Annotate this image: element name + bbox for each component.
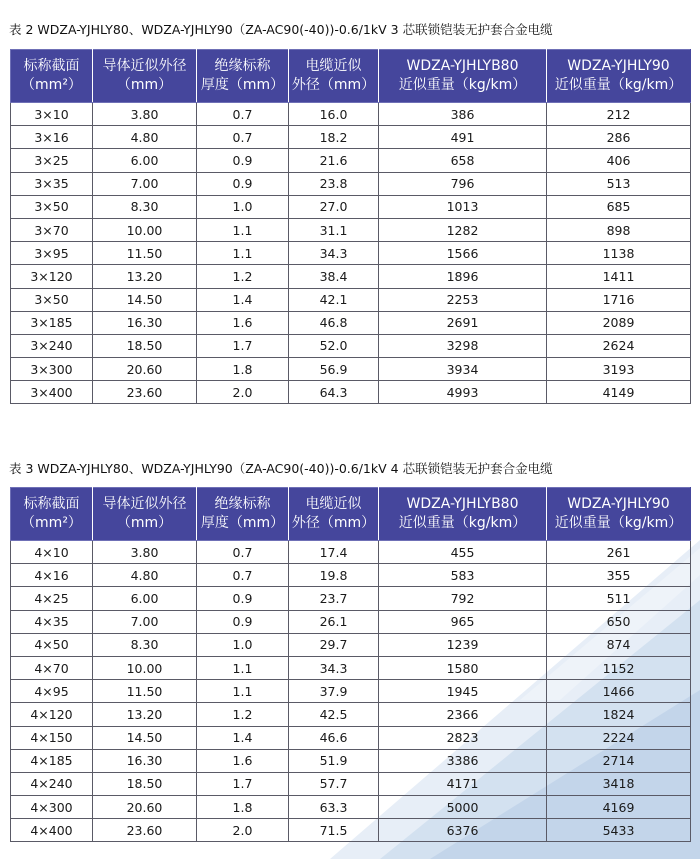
cell-weight-yjhly90: 3418 bbox=[547, 772, 691, 795]
table-row bbox=[11, 288, 691, 311]
cell-weight-yjhlyb80: 3386 bbox=[379, 749, 547, 772]
cell-insulation-thickness: 1.2 bbox=[197, 265, 289, 288]
cell-cable-diameter: 42.1 bbox=[289, 288, 379, 311]
cell-weight-yjhly90: 261 bbox=[547, 541, 691, 564]
cell-conductor-diameter: 10.00 bbox=[93, 218, 197, 241]
header-conductor-diameter: 导体近似外径 （mm） bbox=[93, 488, 197, 541]
cell-weight-yjhlyb80: 4171 bbox=[379, 772, 547, 795]
table-row bbox=[11, 796, 691, 819]
cell-weight-yjhly90: 1716 bbox=[547, 288, 691, 311]
cell-cross-section: 3×400 bbox=[11, 381, 93, 404]
cell-insulation-thickness: 1.1 bbox=[197, 680, 289, 703]
table-row bbox=[11, 172, 691, 195]
cell-insulation-thickness: 1.0 bbox=[197, 633, 289, 656]
table-row bbox=[11, 195, 691, 218]
cell-conductor-diameter: 10.00 bbox=[93, 656, 197, 679]
cell-insulation-thickness: 1.1 bbox=[197, 218, 289, 241]
cell-insulation-thickness: 0.7 bbox=[197, 126, 289, 149]
table-3-header bbox=[11, 488, 691, 541]
cell-weight-yjhly90: 3193 bbox=[547, 358, 691, 381]
cell-insulation-thickness: 1.6 bbox=[197, 311, 289, 334]
table-row bbox=[11, 541, 691, 564]
cell-cable-diameter: 26.1 bbox=[289, 610, 379, 633]
cell-cable-diameter: 23.8 bbox=[289, 172, 379, 195]
cell-weight-yjhly90: 898 bbox=[547, 218, 691, 241]
header-cross-section: 标称截面 （mm²） bbox=[11, 50, 93, 103]
cell-insulation-thickness: 0.9 bbox=[197, 149, 289, 172]
cell-weight-yjhly90: 2089 bbox=[547, 311, 691, 334]
cell-insulation-thickness: 2.0 bbox=[197, 819, 289, 842]
cell-weight-yjhlyb80: 2366 bbox=[379, 703, 547, 726]
table-row bbox=[11, 381, 691, 404]
cell-insulation-thickness: 1.4 bbox=[197, 288, 289, 311]
table-row bbox=[11, 358, 691, 381]
table-row bbox=[11, 680, 691, 703]
cell-weight-yjhly90: 1138 bbox=[547, 242, 691, 265]
header-insulation-thickness: 绝缘标称 厚度（mm） bbox=[197, 488, 289, 541]
cell-cable-diameter: 71.5 bbox=[289, 819, 379, 842]
cell-cable-diameter: 18.2 bbox=[289, 126, 379, 149]
cell-cross-section: 4×25 bbox=[11, 587, 93, 610]
cell-cross-section: 3×120 bbox=[11, 265, 93, 288]
cell-weight-yjhlyb80: 4993 bbox=[379, 381, 547, 404]
table-row bbox=[11, 819, 691, 842]
cell-weight-yjhlyb80: 455 bbox=[379, 541, 547, 564]
cell-weight-yjhlyb80: 1896 bbox=[379, 265, 547, 288]
cell-weight-yjhly90: 2714 bbox=[547, 749, 691, 772]
cell-conductor-diameter: 4.80 bbox=[93, 126, 197, 149]
cell-weight-yjhlyb80: 792 bbox=[379, 587, 547, 610]
cell-weight-yjhly90: 874 bbox=[547, 633, 691, 656]
cell-insulation-thickness: 1.7 bbox=[197, 772, 289, 795]
cell-weight-yjhlyb80: 1566 bbox=[379, 242, 547, 265]
table-row bbox=[11, 334, 691, 357]
table-2 bbox=[10, 49, 691, 404]
cell-conductor-diameter: 18.50 bbox=[93, 334, 197, 357]
cell-cross-section: 4×10 bbox=[11, 541, 93, 564]
cell-cable-diameter: 27.0 bbox=[289, 195, 379, 218]
cell-cross-section: 4×300 bbox=[11, 796, 93, 819]
header-conductor-diameter: 导体近似外径 （mm） bbox=[93, 50, 197, 103]
header-cable-diameter: 电缆近似 外径（mm） bbox=[289, 488, 379, 541]
cell-weight-yjhlyb80: 386 bbox=[379, 103, 547, 126]
cell-weight-yjhlyb80: 6376 bbox=[379, 819, 547, 842]
cell-weight-yjhlyb80: 2691 bbox=[379, 311, 547, 334]
cell-cable-diameter: 31.1 bbox=[289, 218, 379, 241]
cell-conductor-diameter: 8.30 bbox=[93, 195, 197, 218]
cell-cross-section: 4×185 bbox=[11, 749, 93, 772]
cell-weight-yjhlyb80: 2253 bbox=[379, 288, 547, 311]
cell-conductor-diameter: 11.50 bbox=[93, 242, 197, 265]
cell-cable-diameter: 16.0 bbox=[289, 103, 379, 126]
cell-insulation-thickness: 1.8 bbox=[197, 796, 289, 819]
cell-insulation-thickness: 0.7 bbox=[197, 103, 289, 126]
cell-cross-section: 4×16 bbox=[11, 564, 93, 587]
cell-weight-yjhly90: 513 bbox=[547, 172, 691, 195]
cell-weight-yjhlyb80: 3934 bbox=[379, 358, 547, 381]
cell-weight-yjhlyb80: 5000 bbox=[379, 796, 547, 819]
cell-cross-section: 4×240 bbox=[11, 772, 93, 795]
cell-cable-diameter: 23.7 bbox=[289, 587, 379, 610]
cell-cross-section: 3×16 bbox=[11, 126, 93, 149]
cell-weight-yjhlyb80: 1282 bbox=[379, 218, 547, 241]
cell-weight-yjhly90: 1466 bbox=[547, 680, 691, 703]
table-row bbox=[11, 564, 691, 587]
cell-conductor-diameter: 18.50 bbox=[93, 772, 197, 795]
cell-weight-yjhly90: 1824 bbox=[547, 703, 691, 726]
cell-weight-yjhly90: 355 bbox=[547, 564, 691, 587]
header-weight-yjhly90: WDZA-YJHLY90 近似重量（kg/km） bbox=[547, 50, 691, 103]
cell-insulation-thickness: 0.9 bbox=[197, 587, 289, 610]
header-weight-yjhlyb80: WDZA-YJHLYB80 近似重量（kg/km） bbox=[379, 488, 547, 541]
cell-insulation-thickness: 1.1 bbox=[197, 656, 289, 679]
cell-cable-diameter: 37.9 bbox=[289, 680, 379, 703]
cell-weight-yjhly90: 2224 bbox=[547, 726, 691, 749]
cell-cross-section: 4×400 bbox=[11, 819, 93, 842]
cell-weight-yjhlyb80: 1580 bbox=[379, 656, 547, 679]
cell-conductor-diameter: 16.30 bbox=[93, 749, 197, 772]
table-2-body bbox=[11, 103, 691, 404]
cell-cross-section: 3×240 bbox=[11, 334, 93, 357]
table-row bbox=[11, 749, 691, 772]
cell-insulation-thickness: 1.1 bbox=[197, 242, 289, 265]
header-weight-yjhlyb80: WDZA-YJHLYB80 近似重量（kg/km） bbox=[379, 50, 547, 103]
cell-conductor-diameter: 6.00 bbox=[93, 149, 197, 172]
cell-cable-diameter: 19.8 bbox=[289, 564, 379, 587]
table-row bbox=[11, 311, 691, 334]
cell-cable-diameter: 17.4 bbox=[289, 541, 379, 564]
cell-cross-section: 4×95 bbox=[11, 680, 93, 703]
cell-cable-diameter: 64.3 bbox=[289, 381, 379, 404]
cell-cable-diameter: 21.6 bbox=[289, 149, 379, 172]
table-row bbox=[11, 126, 691, 149]
cell-conductor-diameter: 11.50 bbox=[93, 680, 197, 703]
cell-cross-section: 4×35 bbox=[11, 610, 93, 633]
cell-weight-yjhly90: 4169 bbox=[547, 796, 691, 819]
table-row bbox=[11, 242, 691, 265]
header-weight-yjhly90: WDZA-YJHLY90 近似重量（kg/km） bbox=[547, 488, 691, 541]
cell-insulation-thickness: 0.9 bbox=[197, 610, 289, 633]
table-row bbox=[11, 703, 691, 726]
cell-insulation-thickness: 1.0 bbox=[197, 195, 289, 218]
cell-cross-section: 3×50 bbox=[11, 195, 93, 218]
cell-insulation-thickness: 1.7 bbox=[197, 334, 289, 357]
table-row bbox=[11, 149, 691, 172]
table-row bbox=[11, 587, 691, 610]
cell-conductor-diameter: 23.60 bbox=[93, 819, 197, 842]
cell-weight-yjhlyb80: 491 bbox=[379, 126, 547, 149]
cell-cable-diameter: 57.7 bbox=[289, 772, 379, 795]
cell-cable-diameter: 63.3 bbox=[289, 796, 379, 819]
cell-insulation-thickness: 1.6 bbox=[197, 749, 289, 772]
cell-weight-yjhlyb80: 1945 bbox=[379, 680, 547, 703]
cell-weight-yjhly90: 4149 bbox=[547, 381, 691, 404]
cell-conductor-diameter: 3.80 bbox=[93, 541, 197, 564]
cell-conductor-diameter: 7.00 bbox=[93, 610, 197, 633]
table-row bbox=[11, 726, 691, 749]
cell-conductor-diameter: 6.00 bbox=[93, 587, 197, 610]
cell-cross-section: 4×120 bbox=[11, 703, 93, 726]
cell-insulation-thickness: 1.4 bbox=[197, 726, 289, 749]
cell-cable-diameter: 34.3 bbox=[289, 242, 379, 265]
table-2-header bbox=[11, 50, 691, 103]
header-row bbox=[11, 50, 691, 103]
cell-weight-yjhly90: 2624 bbox=[547, 334, 691, 357]
cell-insulation-thickness: 0.7 bbox=[197, 541, 289, 564]
cell-weight-yjhlyb80: 658 bbox=[379, 149, 547, 172]
cell-weight-yjhly90: 685 bbox=[547, 195, 691, 218]
cell-weight-yjhlyb80: 1239 bbox=[379, 633, 547, 656]
cell-weight-yjhly90: 1411 bbox=[547, 265, 691, 288]
cell-conductor-diameter: 14.50 bbox=[93, 726, 197, 749]
cell-cross-section: 3×50 bbox=[11, 288, 93, 311]
cell-cross-section: 3×25 bbox=[11, 149, 93, 172]
cell-weight-yjhly90: 5433 bbox=[547, 819, 691, 842]
cell-cross-section: 3×10 bbox=[11, 103, 93, 126]
cell-conductor-diameter: 16.30 bbox=[93, 311, 197, 334]
cell-conductor-diameter: 4.80 bbox=[93, 564, 197, 587]
cell-insulation-thickness: 0.7 bbox=[197, 564, 289, 587]
cell-cross-section: 4×70 bbox=[11, 656, 93, 679]
cell-conductor-diameter: 20.60 bbox=[93, 796, 197, 819]
table-row bbox=[11, 218, 691, 241]
cell-weight-yjhly90: 1152 bbox=[547, 656, 691, 679]
cell-cable-diameter: 46.6 bbox=[289, 726, 379, 749]
cell-insulation-thickness: 1.8 bbox=[197, 358, 289, 381]
cell-conductor-diameter: 3.80 bbox=[93, 103, 197, 126]
header-cross-section: 标称截面 （mm²） bbox=[11, 488, 93, 541]
cell-weight-yjhlyb80: 583 bbox=[379, 564, 547, 587]
cell-cross-section: 3×95 bbox=[11, 242, 93, 265]
cell-conductor-diameter: 13.20 bbox=[93, 265, 197, 288]
cell-weight-yjhly90: 212 bbox=[547, 103, 691, 126]
cell-weight-yjhlyb80: 965 bbox=[379, 610, 547, 633]
cell-weight-yjhly90: 406 bbox=[547, 149, 691, 172]
cell-insulation-thickness: 1.2 bbox=[197, 703, 289, 726]
table-row bbox=[11, 610, 691, 633]
cell-cross-section: 3×300 bbox=[11, 358, 93, 381]
cell-conductor-diameter: 20.60 bbox=[93, 358, 197, 381]
table-row bbox=[11, 103, 691, 126]
cell-weight-yjhlyb80: 796 bbox=[379, 172, 547, 195]
table-row bbox=[11, 633, 691, 656]
cell-weight-yjhly90: 286 bbox=[547, 126, 691, 149]
cell-conductor-diameter: 7.00 bbox=[93, 172, 197, 195]
cell-cable-diameter: 46.8 bbox=[289, 311, 379, 334]
cell-cable-diameter: 51.9 bbox=[289, 749, 379, 772]
cell-cable-diameter: 29.7 bbox=[289, 633, 379, 656]
table-3 bbox=[10, 487, 691, 842]
cell-conductor-diameter: 14.50 bbox=[93, 288, 197, 311]
cell-conductor-diameter: 13.20 bbox=[93, 703, 197, 726]
table-2-caption: 表 2 WDZA-YJHLY80、WDZA-YJHLY90（ZA-AC90(-40))-0.6/1kV 3 芯联锁铠装无护套合金电缆 bbox=[9, 22, 553, 37]
header-cable-diameter: 电缆近似 外径（mm） bbox=[289, 50, 379, 103]
cell-cable-diameter: 34.3 bbox=[289, 656, 379, 679]
table-3-caption: 表 3 WDZA-YJHLY80、WDZA-YJHLY90（ZA-AC90(-40))-0.6/1kV 4 芯联锁铠装无护套合金电缆 bbox=[9, 461, 553, 476]
cell-cable-diameter: 52.0 bbox=[289, 334, 379, 357]
cell-weight-yjhly90: 511 bbox=[547, 587, 691, 610]
header-row bbox=[11, 488, 691, 541]
table-row bbox=[11, 772, 691, 795]
header-insulation-thickness: 绝缘标称 厚度（mm） bbox=[197, 50, 289, 103]
cell-weight-yjhlyb80: 3298 bbox=[379, 334, 547, 357]
cell-cross-section: 3×35 bbox=[11, 172, 93, 195]
cell-cable-diameter: 42.5 bbox=[289, 703, 379, 726]
cell-cable-diameter: 56.9 bbox=[289, 358, 379, 381]
cell-insulation-thickness: 2.0 bbox=[197, 381, 289, 404]
table-row bbox=[11, 656, 691, 679]
cell-cross-section: 4×50 bbox=[11, 633, 93, 656]
cell-cable-diameter: 38.4 bbox=[289, 265, 379, 288]
cell-conductor-diameter: 23.60 bbox=[93, 381, 197, 404]
cell-cross-section: 4×150 bbox=[11, 726, 93, 749]
cell-weight-yjhly90: 650 bbox=[547, 610, 691, 633]
cell-conductor-diameter: 8.30 bbox=[93, 633, 197, 656]
cell-cross-section: 3×185 bbox=[11, 311, 93, 334]
table-row bbox=[11, 265, 691, 288]
cell-cross-section: 3×70 bbox=[11, 218, 93, 241]
cell-weight-yjhlyb80: 1013 bbox=[379, 195, 547, 218]
cell-insulation-thickness: 0.9 bbox=[197, 172, 289, 195]
table-3-body bbox=[11, 541, 691, 842]
cell-weight-yjhlyb80: 2823 bbox=[379, 726, 547, 749]
